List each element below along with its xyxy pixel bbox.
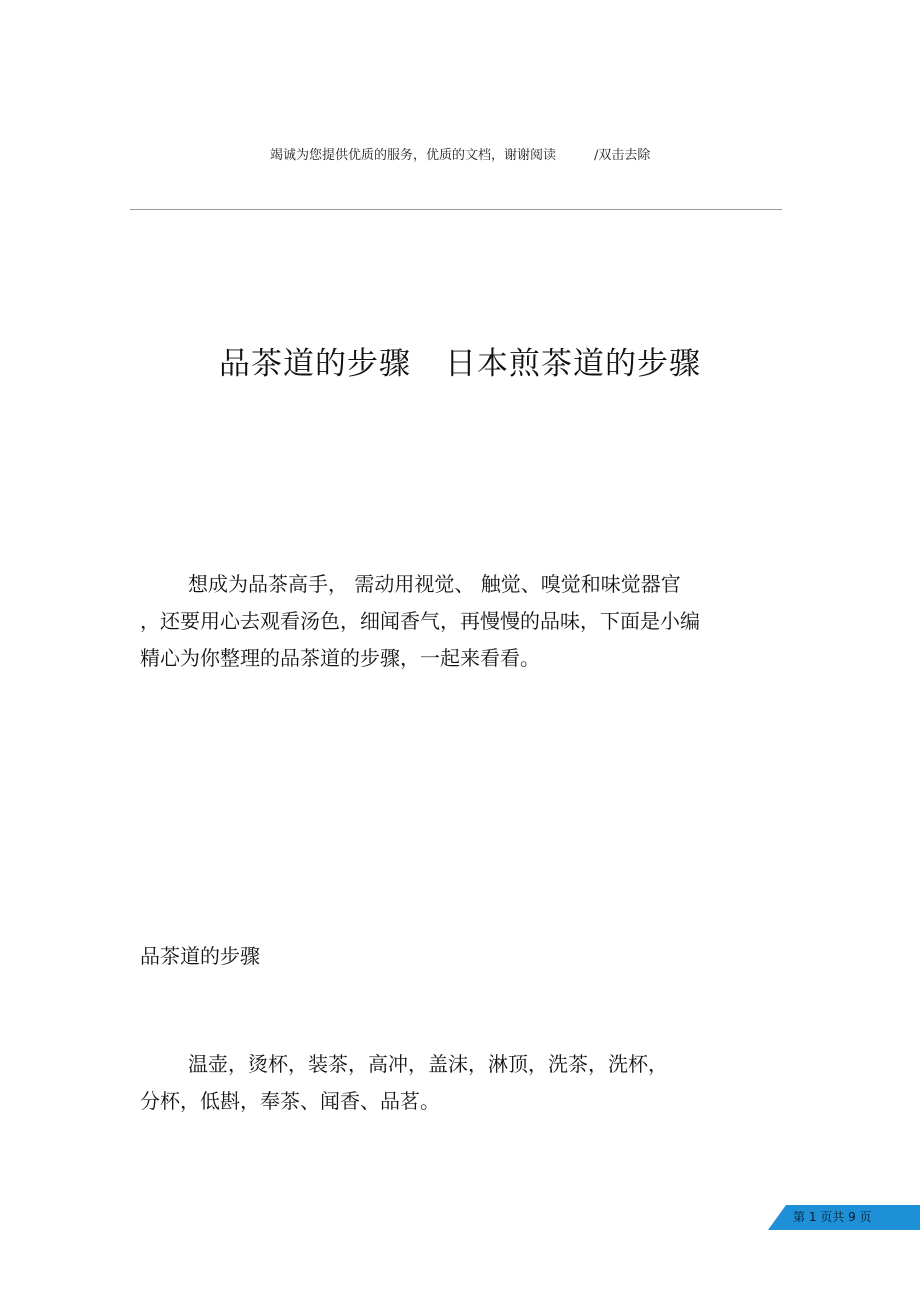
header-note [270, 144, 650, 163]
steps-line: 分杯，低斟，奉茶、闻香、品茗。 [140, 1089, 440, 1113]
double-click-remove-link[interactable]: /双击去除 [594, 148, 651, 163]
intro-line: ，还要用心去观看汤色，细闻香气，再慢慢的品味，下面是小编 [140, 609, 700, 633]
title-part-2: 日本煎茶道的步骤 [445, 346, 701, 382]
title-part-1: 品茶道的步骤 [219, 346, 411, 382]
section-heading: 品茶道的步骤 [140, 944, 260, 968]
page-number-label: 第 1 页共 9 页 [793, 1210, 872, 1224]
intro-line: 想成为品茶高手， 需动用视觉、 触觉、嗅觉和味觉器官 [188, 572, 681, 596]
intro-paragraph [140, 566, 780, 677]
steps-paragraph [140, 1046, 780, 1120]
header-note-text: 竭诚为您提供优质的服务，优质的文档，谢谢阅读 [270, 148, 557, 163]
header-divider [130, 209, 782, 210]
document-title [0, 338, 920, 383]
steps-line: 温壶，烫杯，装茶，高冲，盖沫，淋顶，洗茶，洗杯， [188, 1052, 668, 1076]
intro-line: 精心为你整理的品茶道的步骤，一起来看看。 [140, 646, 540, 670]
